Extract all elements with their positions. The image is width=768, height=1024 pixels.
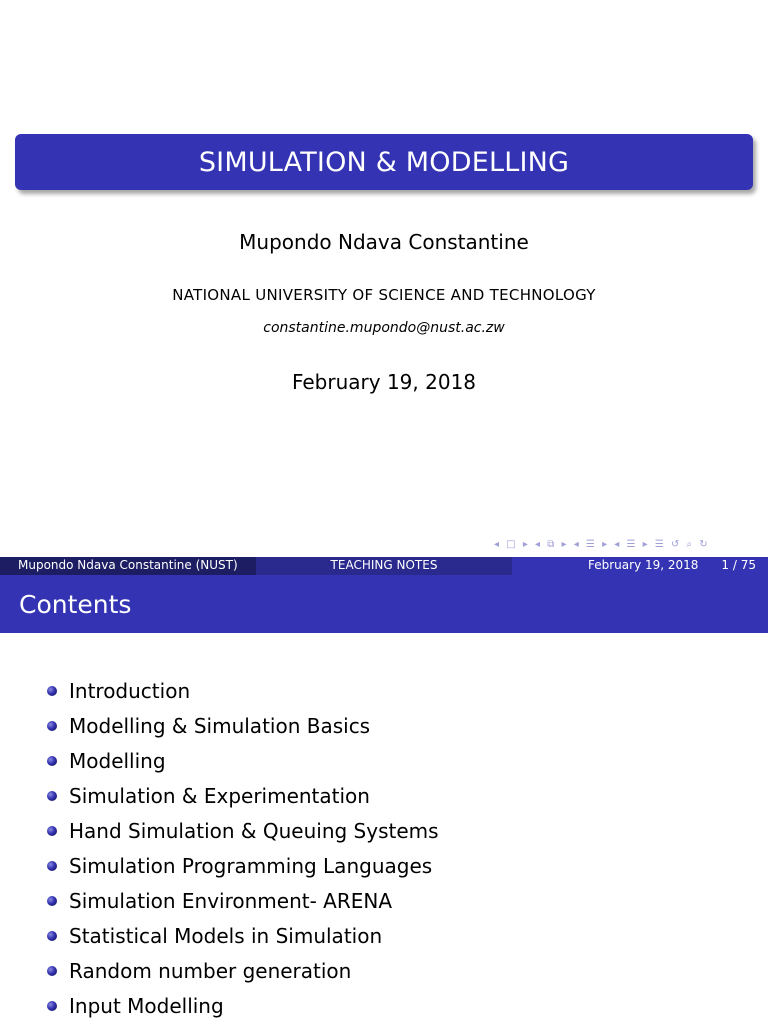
presentation-title: SIMULATION & MODELLING — [198, 146, 570, 178]
contents-item-label: Hand Simulation & Queuing Systems — [69, 819, 439, 843]
presentation-date: February 19, 2018 — [291, 370, 477, 394]
contents-item[interactable] — [0, 849, 439, 884]
footer-date: February 19, 2018 — [588, 558, 699, 572]
footer-short-title: TEACHING NOTES — [256, 557, 512, 575]
contents-item[interactable] — [0, 989, 439, 1024]
beamer-navigation-icons[interactable]: ◂ □ ▸ ◂ ⧉ ▸ ◂ ☰ ▸ ◂ ☰ ▸ ☰ ↺ ⌕ ↻ — [494, 539, 710, 550]
bullet-icon — [47, 826, 57, 836]
contents-list — [0, 674, 439, 1024]
contents-item-label: Simulation Environment- ARENA — [69, 889, 393, 913]
contents-slide — [0, 575, 768, 1024]
contents-item[interactable] — [0, 779, 439, 814]
author-email[interactable]: constantine.mupondo@nust.ac.zw — [263, 320, 505, 336]
contents-item-label: Random number generation — [69, 959, 352, 983]
bullet-icon — [47, 966, 57, 976]
contents-item[interactable] — [0, 709, 439, 744]
contents-item[interactable] — [0, 674, 439, 709]
title-box — [15, 134, 753, 190]
institute-name: NATIONAL UNIVERSITY OF SCIENCE AND TECHNOLOGY — [172, 286, 596, 304]
contents-item-label: Input Modelling — [69, 994, 224, 1018]
contents-item-label: Statistical Models in Simulation — [69, 924, 383, 948]
slide-footer — [0, 557, 768, 575]
contents-item-label: Introduction — [69, 679, 191, 703]
contents-item-label: Modelling & Simulation Basics — [69, 714, 371, 738]
bullet-icon — [47, 931, 57, 941]
contents-item[interactable] — [0, 884, 439, 919]
contents-item-label: Modelling — [69, 749, 166, 773]
contents-item-label: Simulation & Experimentation — [69, 784, 370, 808]
bullet-icon — [47, 1001, 57, 1011]
author-name: Mupondo Ndava Constantine — [239, 230, 529, 254]
contents-item[interactable] — [0, 954, 439, 989]
contents-item[interactable] — [0, 919, 439, 954]
footer-page-number: 1 / 75 — [721, 558, 756, 572]
footer-date-page — [512, 557, 768, 575]
frame-title: Contents — [19, 590, 132, 619]
frame-title-bar — [0, 575, 768, 633]
contents-item-label: Simulation Programming Languages — [69, 854, 433, 878]
bullet-icon — [47, 686, 57, 696]
bullet-icon — [47, 756, 57, 766]
bullet-icon — [47, 791, 57, 801]
contents-item[interactable] — [0, 744, 439, 779]
contents-item[interactable] — [0, 814, 439, 849]
bullet-icon — [47, 721, 57, 731]
bullet-icon — [47, 896, 57, 906]
bullet-icon — [47, 861, 57, 871]
footer-author: Mupondo Ndava Constantine (NUST) — [0, 557, 256, 575]
